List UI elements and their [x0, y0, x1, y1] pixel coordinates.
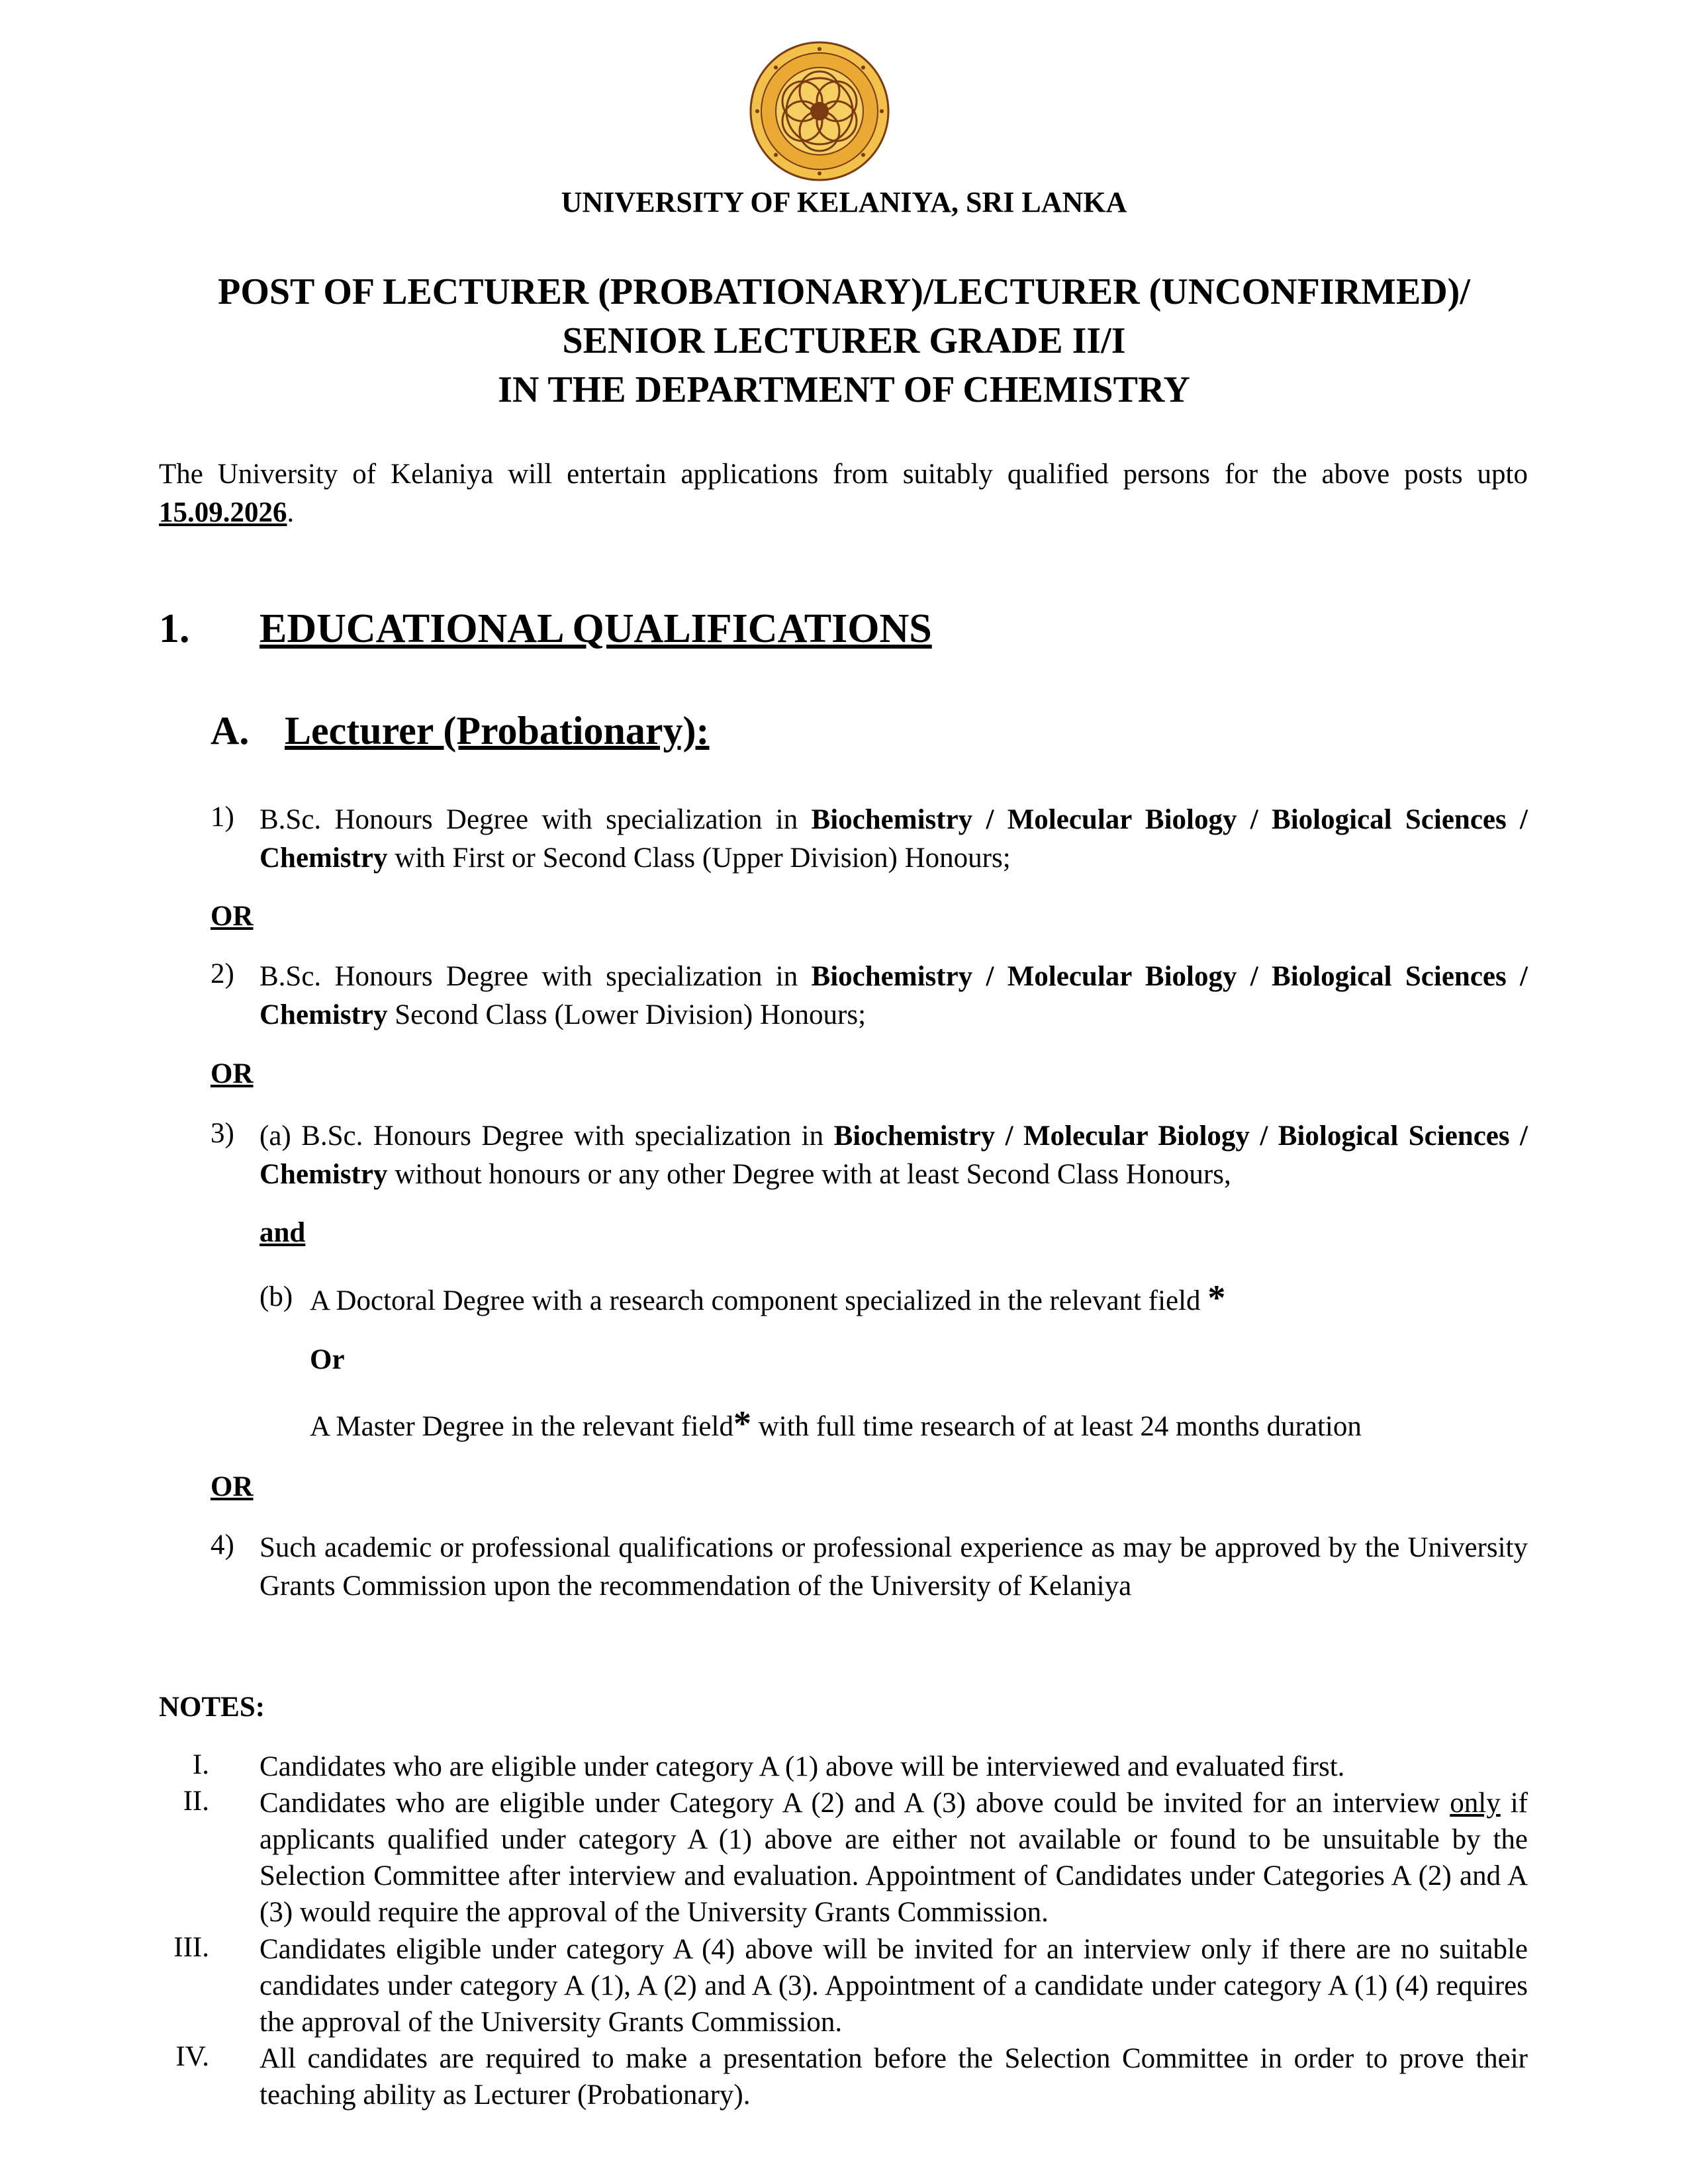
- item-3b-master: [310, 1403, 1362, 1444]
- notes-heading: NOTES:: [159, 1692, 265, 1723]
- subsection-title: Lecturer (Probationary):: [285, 709, 710, 752]
- item-3a-pre: B.Sc. Honours Degree with specialization in: [291, 1120, 834, 1152]
- subsection-letter: A.: [211, 709, 250, 752]
- note-2-number: II.: [183, 1786, 209, 1817]
- note-1-number: I.: [192, 1749, 209, 1780]
- note-2-pre: Candidates who are eligible under Category A (2) and A (3) above could be invited for an interview: [259, 1788, 1450, 1819]
- item-2-text: [259, 958, 1528, 1034]
- item-4-number: 4): [211, 1529, 234, 1561]
- item-3b-label: (b): [259, 1281, 293, 1312]
- or-label-2: OR: [211, 1058, 254, 1089]
- section-title: EDUCATIONAL QUALIFICATIONS: [259, 606, 932, 651]
- asterisk-1: *: [1207, 1278, 1226, 1318]
- item-2-post: Second Class (Lower Division) Honours;: [387, 999, 867, 1030]
- item-3-number: 3): [211, 1118, 234, 1149]
- item-3a-post: without honours or any other Degree with at least Second Class Honours,: [387, 1159, 1231, 1190]
- or-label-1: OR: [211, 901, 254, 932]
- item-3b-text: [310, 1277, 1225, 1318]
- post-title-line-3: IN THE DEPARTMENT OF CHEMISTRY: [498, 369, 1190, 410]
- note-3-text: Candidates eligible under category A (4) above will be invited for an interview only if there are no suitable candidates under category A (1), A (2) and A (3). Appointment of a candidate under category A (1) (4) requires the approval of the University Grants Commission.: [259, 1934, 1528, 2038]
- item-2-number: 2): [211, 958, 234, 989]
- or-small-label: Or: [310, 1344, 345, 1375]
- and-label: and: [259, 1217, 306, 1248]
- note-3-number: III.: [173, 1932, 209, 1963]
- post-title-line-1: POST OF LECTURER (PROBATIONARY)/LECTURER (UNCONFIRMED)/: [218, 271, 1470, 312]
- item-3a-text: [259, 1117, 1528, 1194]
- item-2-pre: B.Sc. Honours Degree with specialization in: [259, 961, 812, 992]
- section-number: 1.: [159, 606, 190, 651]
- institution-name: UNIVERSITY OF KELANIYA, SRI LANKA: [561, 186, 1127, 218]
- item-1-text: [259, 801, 1528, 878]
- item-3b-doctoral: A Doctoral Degree with a research component specialized in the relevant field: [310, 1285, 1208, 1316]
- note-4-text: All candidates are required to make a presentation before the Selection Committee in order to prove their teaching ability as Lecturer (Probationary).: [259, 2043, 1528, 2111]
- note-2-post: if applicants qualified under category A (1) above are either not available or found to be unsuitable by the Selection Committee after interview and evaluation. Appointment of Candidates under Categories A (2) and A (3) would require the approval of the University Grants Commission.: [259, 1788, 1528, 1928]
- item-1-subjects: Biochemistry / Molecular Biology / Biological Sciences / Chemistry: [259, 804, 1528, 874]
- item-1-post: with First or Second Class (Upper Division) Honours;: [387, 842, 1011, 874]
- note-2-text: [259, 1785, 1528, 1931]
- intro-end: .: [287, 497, 295, 528]
- item-1-number: 1): [211, 801, 234, 833]
- master-pre: A Master Degree in the relevant field: [310, 1411, 733, 1442]
- application-deadline: 15.09.2026: [159, 497, 287, 528]
- intro-paragraph: [159, 455, 1528, 532]
- asterisk-2: *: [733, 1404, 751, 1443]
- item-1-pre: B.Sc. Honours Degree with specialization in: [259, 804, 812, 835]
- university-seal-logo: [749, 41, 890, 181]
- item-3a-subjects: Biochemistry / Molecular Biology / Biological Sciences / Chemistry: [259, 1120, 1528, 1190]
- or-label-3: OR: [211, 1471, 254, 1502]
- note-2-only: only: [1450, 1788, 1501, 1819]
- item-2-subjects: Biochemistry / Molecular Biology / Biological Sciences / Chemistry: [259, 961, 1528, 1030]
- note-1-text: Candidates who are eligible under category A (1) above will be interviewed and evaluated first.: [259, 1751, 1345, 1782]
- item-4-text: Such academic or professional qualifications or professional experience as may be approved by the University Grants Commission upon the recommendation of the University of Kelaniya: [259, 1532, 1528, 1602]
- item-3a-label: (a): [259, 1120, 291, 1152]
- master-post: with full time research of at least 24 months duration: [751, 1411, 1362, 1442]
- intro-text: The University of Kelaniya will entertain applications from suitably qualified persons for the above posts upto: [159, 459, 1528, 490]
- note-4-number: IV.: [175, 2041, 209, 2072]
- post-title-line-2: SENIOR LECTURER GRADE II/I: [562, 320, 1126, 361]
